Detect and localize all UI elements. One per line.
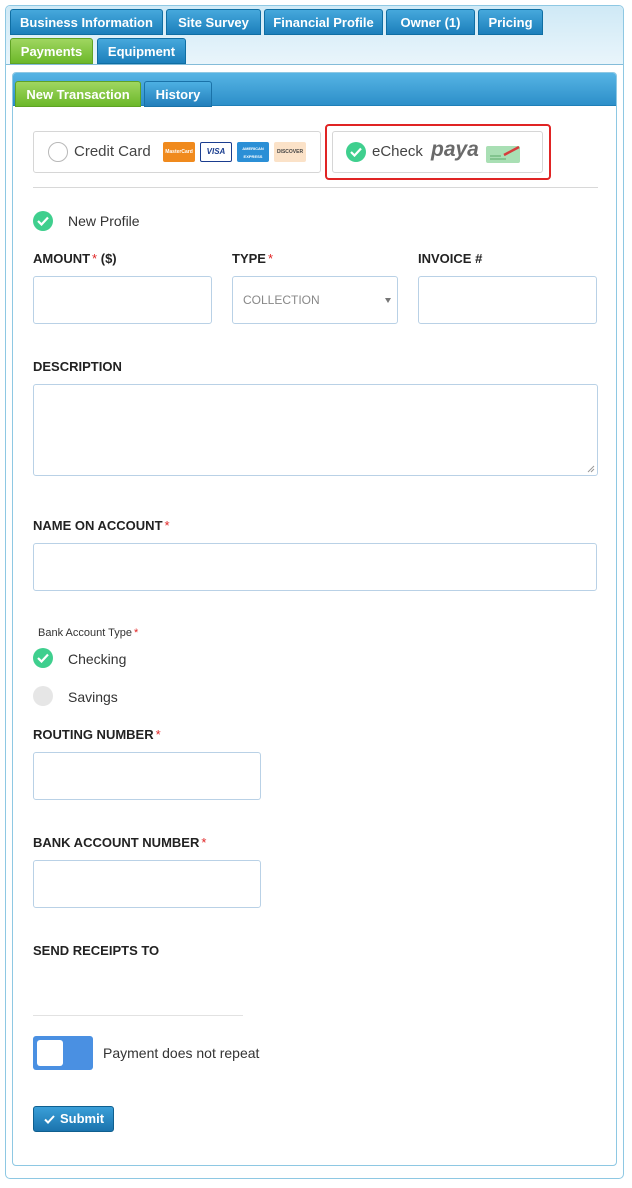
amount-input[interactable] [33,276,212,324]
checking-check-icon[interactable] [33,648,53,668]
tab-financial-profile[interactable]: Financial Profile [264,9,383,35]
description-label: DESCRIPTION [33,359,122,374]
receipts-email-underline[interactable] [33,1015,243,1016]
mastercard-icon: MasterCard [163,142,195,162]
repeat-toggle[interactable] [33,1036,93,1070]
toggle-knob [37,1040,63,1066]
new-profile-check-icon[interactable] [33,211,53,231]
american-express-icon: AMERICAN EXPRESS [237,142,269,162]
discover-icon: DISCOVER [274,142,306,162]
type-label: TYPE * [232,251,274,266]
tab-owner[interactable]: Owner (1) [386,9,475,35]
credit-card-label: Credit Card [74,143,151,160]
visa-icon: VISA [200,142,232,162]
tab-history[interactable]: History [144,81,212,107]
echeck-label: eCheck [372,143,423,160]
check-icon [486,146,520,163]
type-select[interactable]: COLLECTION [232,276,398,324]
tab-equipment[interactable]: Equipment [97,38,186,64]
tab-payments[interactable]: Payments [10,38,93,64]
bank-account-number-label: BANK ACCOUNT NUMBER * [33,835,207,850]
routing-number-input[interactable] [33,752,261,800]
checkmark-icon [44,1115,55,1124]
savings-label: Savings [68,689,118,705]
bank-account-type-label: Bank Account Type * [38,627,139,639]
divider [33,187,598,188]
paya-logo: paya [431,138,479,161]
savings-radio[interactable] [33,686,53,706]
invoice-label: INVOICE # [418,251,483,266]
tab-site-survey[interactable]: Site Survey [166,9,261,35]
repeat-toggle-label: Payment does not repeat [103,1045,260,1061]
echeck-check-icon[interactable] [346,142,366,162]
name-on-account-label: NAME ON ACCOUNT * [33,518,170,533]
echeck-option[interactable] [332,131,543,173]
amount-label: AMOUNT * ($) [33,251,117,266]
name-on-account-input[interactable] [33,543,597,591]
invoice-input[interactable] [418,276,597,324]
checking-label: Checking [68,651,127,667]
send-receipts-to-label: SEND RECEIPTS TO [33,943,160,958]
submit-button[interactable]: Submit [33,1106,114,1132]
resize-handle-icon[interactable] [587,465,595,473]
credit-card-option[interactable] [33,131,321,173]
credit-card-radio[interactable] [48,142,68,162]
bank-account-number-input[interactable] [33,860,261,908]
tab-new-transaction[interactable]: New Transaction [15,81,141,107]
routing-number-label: ROUTING NUMBER * [33,727,161,742]
chevron-down-icon [385,298,391,303]
payments-panel [12,72,617,1166]
tab-business-information[interactable]: Business Information [10,9,163,35]
description-textarea[interactable] [33,384,598,476]
tab-pricing[interactable]: Pricing [478,9,543,35]
form-panel [5,5,624,1179]
new-profile-label: New Profile [68,213,140,229]
